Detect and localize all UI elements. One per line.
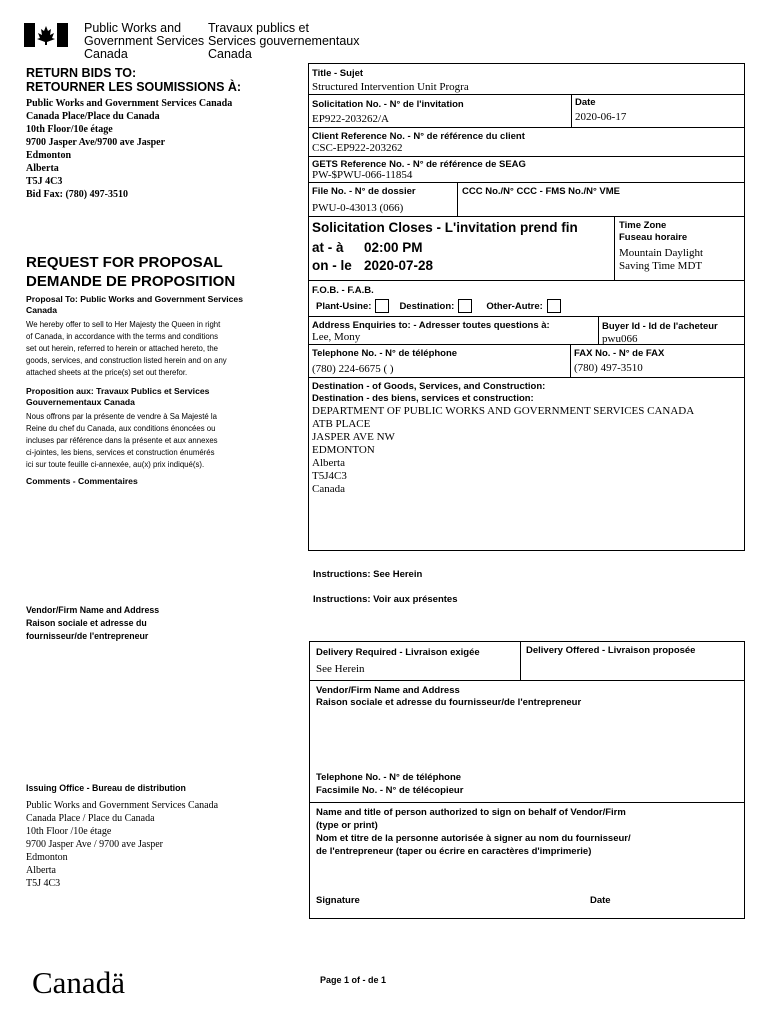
telephone-label: Telephone No. - N° de téléphone	[312, 348, 458, 359]
return-bids-title: RETURN BIDS TO: RETOURNER LES SOUMISSIONS À:	[26, 66, 242, 94]
gets-ref-label: GETS Reference No. - N° de référence de SEAG	[312, 159, 526, 170]
comments-label: Comments - Commentaires	[26, 476, 138, 486]
vendor-firm-label: Vendor/Firm Name and Address Raison sociale et adresse du fournisseur/de l'entrepreneur	[316, 685, 582, 708]
proposal-to-text: We hereby offer to sell to Her Majesty the Queen in right of Canada, in accordance with the terms and conditions set out herein, referred to herein or attached hereto, the goods, services, and construction listed herein and on any attached sheets at the price(s) set out therefor.	[26, 320, 227, 377]
gets-ref-value[interactable]: PW-$PWU-066-11854	[312, 169, 413, 181]
closes-on-label: on - le	[312, 258, 352, 273]
telephone-fax-label: Telephone No. - N° de téléphone Facsimile No. - N° de télécopieur	[316, 772, 464, 796]
closes-time: 02:00 PM	[364, 240, 423, 255]
address-enquiries-label: Address Enquiries to: - Adresser toutes questions à:	[312, 320, 550, 331]
return-bids-address: Public Works and Government Services Canada Canada Place/Place du Canada 10th Floor/10e étage 9700 Jasper Ave/9700 ave Jasper Edmonton Alberta T5J 4C3 Bid Fax: (780) 497-3510	[26, 98, 233, 200]
proposition-label: Proposition aux: Travaux Publics et Services Gouvernementaux Canada	[26, 386, 210, 407]
dept-name-en: Public Works and Government Services Canada	[84, 21, 205, 61]
vendor-firm-label-left: Vendor/Firm Name and Address Raison sociale et adresse du fournisseur/de l'entrepreneur	[26, 605, 160, 641]
delivery-required-value[interactable]: See Herein	[316, 663, 365, 675]
solicitation-no-value[interactable]: EP922-203262/A	[312, 113, 389, 125]
proposal-to-label: Proposal To: Public Works and Government Services Canada	[26, 294, 243, 315]
signature-date-label: Date	[590, 895, 611, 906]
delivery-required-label: Delivery Required - Livraison exigée	[316, 647, 480, 658]
proposition-text: Nous offrons par la présente de vendre à Sa Majesté la Reine du chef du Canada, aux conditions énoncées ou incluses par référence dans la présente et aux annexes ci-jointes, les biens, services et construction énumérés ici sur toute feuille ci-annexée, au(x) prix indiqué(s).	[26, 412, 218, 469]
instructions-fr: Instructions: Voir aux présentes	[313, 594, 458, 605]
dept-name-fr: Travaux publics et Services gouvernementaux Canada	[208, 21, 360, 61]
canada-flag-logo	[24, 23, 68, 47]
ccc-no-label: CCC No./N° CCC - FMS No./N° VME	[462, 186, 621, 197]
canada-wordmark: Canadä	[32, 965, 125, 1000]
solicitation-no-label: Solicitation No. - N° de l'invitation	[312, 99, 464, 110]
destination-label: Destination - of Goods, Services, and Construction: Destination - des biens, services et construction:	[312, 381, 546, 404]
title-label: Title - Sujet	[312, 68, 364, 79]
other-checkbox[interactable]	[547, 299, 561, 313]
issuing-office-label: Issuing Office - Bureau de distribution	[26, 783, 186, 793]
destination-address: DEPARTMENT OF PUBLIC WORKS AND GOVERNMENT SERVICES CANADA ATB PLACE JASPER AVE NW EDMONTON Alberta T5J4C3 Canada	[312, 405, 695, 495]
date-value[interactable]: 2020-06-17	[575, 111, 627, 123]
destination-checkbox[interactable]	[458, 299, 472, 313]
fob-options: Plant-Usine: Destination: Other-Autre:	[316, 299, 567, 313]
file-no-value[interactable]: PWU-0-43013 (066)	[312, 202, 404, 214]
buyer-id-value[interactable]: pwu066	[602, 333, 638, 345]
telephone-value[interactable]: (780) 224-6675 ( )	[312, 363, 394, 375]
plant-checkbox[interactable]	[375, 299, 389, 313]
client-ref-value[interactable]: CSC-EP922-203262	[312, 142, 403, 154]
signature-label: Signature	[316, 895, 360, 906]
page-number: Page 1 of - de 1	[320, 975, 387, 985]
closes-date: 2020-07-28	[364, 258, 434, 273]
authorized-person-label: Name and title of person authorized to sign on behalf of Vendor/Firm (type or print) Nom et titre de la personne autorisée à signer au nom du fournisseur/ de l'entrepreneur (taper ou écrire en caractères d'imprimerie)	[316, 807, 631, 857]
solicitation-closes-title: Solicitation Closes - L'invitation prend fin	[312, 220, 578, 235]
time-zone-value: Mountain Daylight Saving Time MDT	[619, 247, 704, 272]
address-enquiries-value[interactable]: Lee, Mony	[312, 331, 361, 343]
file-no-label: File No. - N° de dossier	[312, 186, 416, 197]
issuing-office-address: Public Works and Government Services Canada Canada Place / Place du Canada 10th Floor /10e étage 9700 Jasper Ave / 9700 ave Jasper Edmonton Alberta T5J 4C3	[26, 800, 219, 889]
client-ref-label: Client Reference No. - N° de référence du client	[312, 131, 525, 142]
title-value[interactable]: Structured Intervention Unit Progra	[312, 81, 469, 93]
fob-label: F.O.B. - F.A.B.	[312, 285, 374, 296]
time-zone-label: Time Zone Fuseau horaire	[619, 220, 688, 243]
buyer-id-label: Buyer Id - Id de l'acheteur	[602, 321, 718, 332]
date-label: Date	[575, 97, 596, 108]
instructions-en: Instructions: See Herein	[313, 569, 423, 580]
closes-at-label: at - à	[312, 240, 344, 255]
rfp-title: REQUEST FOR PROPOSAL DEMANDE DE PROPOSITION	[26, 254, 236, 290]
fax-label: FAX No. - N° de FAX	[574, 348, 665, 359]
delivery-offered-label: Delivery Offered - Livraison proposée	[526, 645, 696, 656]
fax-value[interactable]: (780) 497-3510	[574, 362, 643, 374]
